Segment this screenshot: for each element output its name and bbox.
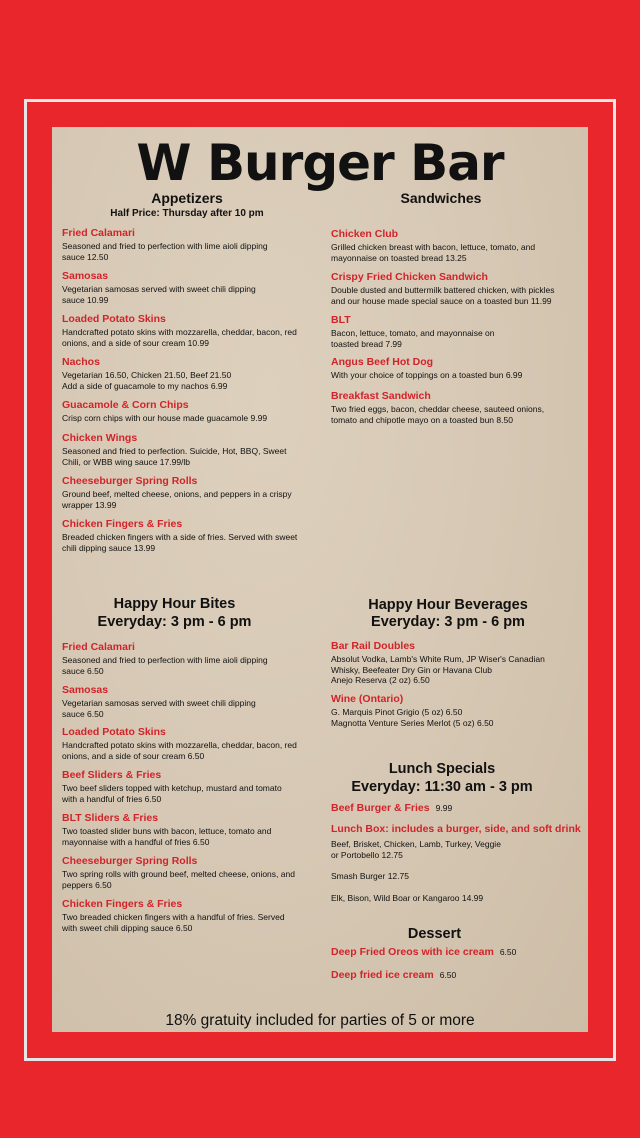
item-name: Loaded Potato Skins [62,726,166,738]
sandwich-item [331,390,583,425]
item-name: BLT [331,314,351,326]
item-desc: Seasoned and fried to perfection with lime aioli dipping sauce 6.50 [62,655,268,676]
item-name: Deep fried ice cream [331,969,434,981]
item-name: BLT Sliders & Fries [62,812,159,824]
item-desc: Vegetarian samosas served with sweet chili dipping sauce 10.99 [62,284,256,305]
item-desc: Elk, Bison, Wild Boar or Kangaroo 14.99 [331,893,484,903]
item-desc: Handcrafted potato skins with mozzarella, cheddar, bacon, red onions, and a side of sour cream 10.99 [62,327,297,348]
item-name: Bar Rail Doubles [331,640,416,652]
item-desc: Smash Burger 12.75 [331,871,409,881]
item-desc: Two spring rolls with ground beef, melted cheese, onions, and peppers 6.50 [62,869,295,890]
item-desc: G. Marquis Pinot Grigio (5 oz) 6.50 Magnotta Venture Series Merlot (5 oz) 6.50 [331,707,494,728]
item-name: Samosas [62,684,109,696]
happy-bite-item [62,812,318,847]
item-desc: Two fried eggs, bacon, cheddar cheese, sauteed onions, tomato and chipotle mayo on a toasted bun 8.50 [331,404,545,425]
item-name: Wine (Ontario) [331,693,404,705]
menu-title: W Burger Bar [136,134,504,192]
item-name: Angus Beef Hot Dog [331,356,434,368]
appetizer-item [62,475,318,510]
item-name: Cheeseburger Spring Rolls [62,855,198,867]
item-desc: Bacon, lettuce, tomato, and mayonnaise on toasted bread 7.99 [331,328,495,349]
item-desc: Two toasted slider buns with bacon, lettuce, tomato and mayonnaise with a handful of fries 6.50 [62,826,272,847]
lunch-box [331,823,583,860]
happy-bite-item [62,898,318,933]
item-price: 9.99 [435,803,453,813]
sandwiches-heading: Sandwiches [400,190,482,206]
item-desc: Grilled chicken breast with bacon, lettuce, tomato, and mayonnaise on toasted bread 13.25 [331,242,536,263]
item-name: Crispy Fried Chicken Sandwich [331,271,488,283]
item-desc: Beef, Brisket, Chicken, Lamb, Turkey, Veggie or Portobello 12.75 [331,839,501,860]
item-price: 6.50 [499,947,517,957]
item-name: Guacamole & Corn Chips [62,399,189,411]
sandwich-item [331,271,583,306]
appetizer-item [62,270,318,305]
appetizer-item [62,518,318,553]
item-name: Nachos [62,356,100,368]
item-name: Cheeseburger Spring Rolls [62,475,198,487]
item-name: Lunch Box: includes a burger, side, and soft drink [331,823,581,835]
appetizers-subheading: Half Price: Thursday after 10 pm [110,208,264,219]
gratuity-note: 18% gratuity included for parties of 5 or more [165,1012,475,1029]
dessert-item [331,969,456,981]
item-desc: Crisp corn chips with our house made guacamole 9.99 [62,413,268,423]
item-name: Fried Calamari [62,227,135,239]
happy-beverages-hours: Everyday: 3 pm - 6 pm [371,614,525,630]
item-desc: Vegetarian samosas served with sweet chili dipping sauce 6.50 [62,698,256,719]
item-desc: Two breaded chicken fingers with a handful of fries. Served with sweet chili dipping sauce 6.50 [62,912,285,933]
item-desc: Breaded chicken fingers with a side of fries. Served with sweet chili dipping sauce 13.99 [62,532,298,553]
item-desc: With your choice of toppings on a toasted bun 6.99 [331,370,523,380]
item-name: Chicken Wings [62,432,138,444]
lunch-smash [331,870,583,882]
happy-bite-item [62,769,318,804]
happy-bites-heading: Happy Hour Bites [113,596,236,612]
item-name: Breakfast Sandwich [331,390,431,402]
appetizer-item [62,313,318,348]
item-desc: Two beef sliders topped with ketchup, mustard and tomato with a handful of fries 6.50 [62,783,282,804]
item-price: 6.50 [439,970,457,980]
beverage-item [331,640,583,686]
item-name: Beef Burger & Fries [331,802,430,814]
item-name: Beef Sliders & Fries [62,769,162,781]
appetizer-item [62,399,318,424]
happy-bite-item [62,855,318,890]
item-name: Loaded Potato Skins [62,313,166,325]
sandwich-item [331,228,583,263]
item-name: Samosas [62,270,109,282]
item-name: Fried Calamari [62,641,135,653]
appetizers-heading: Appetizers [151,190,223,206]
item-desc: Ground beef, melted cheese, onions, and peppers in a crispy wrapper 13.99 [62,489,292,510]
dessert-item [331,946,516,958]
beverage-item [331,693,583,728]
dessert-heading: Dessert [407,926,462,942]
happy-bite-item [62,726,318,761]
lunch-heading: Lunch Specials [388,761,496,777]
appetizer-item [62,356,318,391]
lunch-burger [331,802,452,814]
item-desc: Seasoned and fried to perfection with lime aioli dipping sauce 12.50 [62,241,268,262]
happy-bite-item [62,641,318,676]
item-desc: Vegetarian 16.50, Chicken 21.50, Beef 21.50 Add a side of guacamole to my nachos 6.99 [62,370,232,391]
appetizer-item [62,227,318,262]
item-name: Chicken Fingers & Fries [62,898,183,910]
happy-bite-item [62,684,318,719]
item-name: Chicken Fingers & Fries [62,518,183,530]
sandwich-item [331,356,583,381]
item-name: Chicken Club [331,228,399,240]
item-desc: Double dusted and buttermilk battered chicken, with pickles and our house made special sauce on a toasted bun 11.99 [331,285,555,306]
sandwich-item [331,314,583,349]
lunch-exotic [331,892,583,904]
happy-bites-hours: Everyday: 3 pm - 6 pm [97,614,252,630]
item-name: Deep Fried Oreos with ice cream [331,946,494,958]
item-desc: Handcrafted potato skins with mozzarella, cheddar, bacon, red onions, and a side of sour cream 6.50 [62,740,297,761]
happy-beverages-heading: Happy Hour Beverages [368,597,528,613]
lunch-hours: Everyday: 11:30 am - 3 pm [351,779,533,795]
item-desc: Seasoned and fried to perfection. Suicide, Hot, BBQ, Sweet Chili, or WBB wing sauce 17.99/lb [62,446,287,467]
appetizer-item [62,432,318,467]
item-desc: Absolut Vodka, Lamb's White Rum, JP Wiser's Canadian Whisky, Beefeater Dry Gin or Havana Club Anejo Reserva (2 oz) 6.50 [331,654,545,685]
